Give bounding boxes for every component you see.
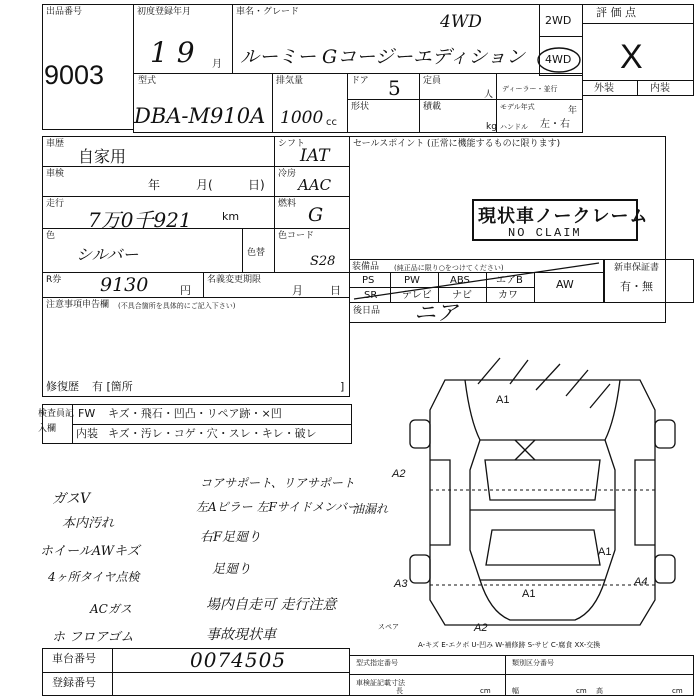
equip-aw: AW bbox=[556, 278, 574, 291]
inspector-label: 検査員記入欄 bbox=[38, 409, 75, 434]
caution-cell bbox=[42, 297, 350, 397]
note-tire: 4ヶ所タイヤ点検 bbox=[48, 570, 140, 584]
caution-note: (不具合箇所を具体的にご記入下さい) bbox=[118, 302, 236, 310]
equip-abs: ABS bbox=[450, 275, 470, 286]
repair-bracket-end: ] bbox=[340, 380, 345, 393]
title-month: 月 bbox=[292, 284, 303, 297]
selling-points-label: セールスポイント (正常に機能するものに限ります) bbox=[353, 139, 561, 149]
note-ac-gas: ACガス bbox=[90, 602, 132, 616]
opt-2wd: 2WD bbox=[545, 14, 572, 27]
equipment-label: 装備品 bbox=[352, 262, 380, 272]
load-unit: kg bbox=[486, 122, 497, 132]
format-label: 型式指定番号 bbox=[356, 659, 398, 667]
mark-a2-bottom: A2 bbox=[474, 622, 488, 634]
note-suspension: 足廻り bbox=[212, 562, 252, 577]
cm-unit-3: cm bbox=[672, 687, 683, 695]
model-label: 型式 bbox=[138, 76, 157, 86]
ac-label: 冷房 bbox=[278, 169, 297, 179]
color-label: 色 bbox=[46, 231, 56, 241]
interior-check-label: 内装 bbox=[76, 427, 98, 440]
inspection-day: 日) bbox=[248, 178, 265, 192]
spare-label: スペア bbox=[378, 623, 399, 631]
inspection-year: 年 bbox=[148, 178, 161, 192]
mileage-value: 7万0千921 bbox=[88, 208, 192, 232]
load-label: 積載 bbox=[423, 102, 442, 112]
note-core-support: コアサポート、リアサポート bbox=[200, 476, 355, 490]
note-suspension-rf: 右F足廻り bbox=[200, 530, 262, 545]
first-reg-label: 初度登録年月 bbox=[137, 7, 192, 17]
mark-a4: A4 bbox=[634, 576, 648, 588]
displacement-unit: cc bbox=[326, 117, 337, 128]
cm-unit-1: cm bbox=[480, 687, 491, 695]
mark-a3: A3 bbox=[394, 578, 408, 590]
new-manual-label: 新車保証書 bbox=[614, 263, 660, 273]
dims-label: 車検証記載寸法 bbox=[356, 679, 405, 687]
equip-navi: ナビ bbox=[452, 290, 472, 301]
shift-label: シフト bbox=[278, 139, 306, 149]
opt-4wd: 4WD bbox=[545, 53, 572, 66]
year-unit: 年 bbox=[568, 106, 578, 116]
name-value: ルーミー Gコージーエディション bbox=[240, 46, 525, 68]
stamp-en: NO CLAIM bbox=[508, 226, 582, 240]
recycle-label: R券 bbox=[46, 275, 62, 285]
equip-sr: SR bbox=[364, 290, 378, 301]
rear-seat-label: 後日品 bbox=[353, 306, 381, 316]
capacity-label: 定員 bbox=[423, 76, 442, 86]
first-reg-unit: 月 bbox=[212, 59, 222, 70]
repair-value: 有 [箇所 bbox=[92, 380, 133, 393]
length-label: 長 bbox=[396, 687, 403, 695]
car-diagram bbox=[400, 350, 700, 650]
drive-note: 4WD bbox=[440, 12, 482, 32]
note-interior-dirt: 本内汚れ bbox=[62, 516, 115, 531]
height-label: 高 bbox=[596, 687, 603, 695]
mileage-label: 走行 bbox=[46, 199, 65, 209]
equip-airbag: エアB bbox=[496, 275, 523, 286]
equip-tv: テレビ bbox=[402, 290, 432, 301]
title-day: 日 bbox=[330, 284, 341, 297]
class-label: 類別区分番号 bbox=[512, 659, 554, 667]
color-change-label: 色替 bbox=[247, 248, 266, 258]
interior-label: 内装 bbox=[650, 83, 670, 94]
rear-handwriting: ニア bbox=[414, 301, 459, 326]
doors-value: 5 bbox=[388, 76, 401, 100]
cm-unit-2: cm bbox=[576, 687, 587, 695]
reg-label: 登録番号 bbox=[52, 676, 96, 689]
model-year-label: モデル年式 bbox=[500, 103, 535, 111]
caution-label: 注意事項申告欄 bbox=[46, 300, 110, 310]
chassis-label: 車台番号 bbox=[52, 652, 96, 665]
damage-legend: A-キズ E-エクボ U-凹み W-補修跡 S-サビ C-腐食 XX-交換 bbox=[418, 641, 601, 649]
fuel-value: G bbox=[308, 204, 324, 226]
recycle-value: 9130 bbox=[100, 274, 149, 296]
ac-value: AAC bbox=[298, 176, 332, 194]
equipment-note: (純正品に限り○をつけてください) bbox=[394, 264, 504, 272]
note-wheel: ホイールAWキズ bbox=[40, 544, 140, 559]
doors-label: ドア bbox=[351, 76, 369, 86]
fw-items: キズ・飛石・凹凸・リペア跡・×凹 bbox=[108, 407, 282, 420]
inspection-month: 月( bbox=[196, 178, 213, 192]
capacity-unit: 人 bbox=[484, 90, 494, 100]
interior-items: キズ・汚レ・コゲ・穴・スレ・キレ・破レ bbox=[108, 427, 317, 440]
equipment-strike bbox=[349, 259, 605, 303]
equip-leather: カワ bbox=[498, 290, 518, 301]
fw-label: FW bbox=[78, 407, 96, 420]
equip-ps: PS bbox=[362, 275, 375, 286]
history-value: 自家用 bbox=[78, 147, 127, 166]
mark-a2-left: A2 bbox=[392, 468, 406, 480]
shape-label: 形状 bbox=[351, 102, 370, 112]
stamp-jp: 現状車ノークレーム bbox=[478, 206, 649, 227]
displacement-value: 1000 bbox=[280, 108, 324, 128]
inspection-label: 車検 bbox=[46, 169, 65, 179]
chassis-value: 0074505 bbox=[190, 648, 287, 672]
eval-label: 評 価 点 bbox=[596, 6, 636, 19]
fuel-label: 燃料 bbox=[278, 199, 297, 209]
mark-a1-rear: A1 bbox=[522, 588, 536, 600]
equip-pw: PW bbox=[404, 275, 420, 286]
dealer-label: ディーラー・並行 bbox=[502, 85, 558, 93]
note-pillar: 左Aピラー 左Fサイドメンバー bbox=[196, 500, 360, 514]
handle-value: 左・右 bbox=[540, 119, 570, 130]
handle-label: ハンドル bbox=[500, 123, 528, 131]
mileage-unit: km bbox=[222, 210, 240, 223]
note-floor: ホ フロアゴム bbox=[52, 630, 134, 645]
color-value: シルバー bbox=[76, 245, 139, 264]
exterior-label: 外装 bbox=[594, 83, 614, 94]
selling-points-cell bbox=[349, 136, 666, 260]
displacement-label: 排気量 bbox=[276, 76, 304, 86]
lot-label: 出品番号 bbox=[46, 7, 83, 17]
recycle-unit: 円 bbox=[180, 284, 191, 297]
color-code-value: S28 bbox=[310, 254, 336, 269]
color-code-label: 色コード bbox=[278, 231, 315, 241]
name-label: 車名・グレード bbox=[236, 7, 300, 17]
mark-a1-top: A1 bbox=[496, 394, 510, 406]
width-label: 幅 bbox=[512, 687, 519, 695]
note-accident: 事故現状車 bbox=[206, 627, 276, 643]
new-manual-value: 有・無 bbox=[620, 280, 653, 293]
mark-a1-right: A1 bbox=[598, 546, 612, 558]
title-deadline-label: 名義変更期限 bbox=[207, 275, 262, 285]
drive-circle bbox=[535, 42, 585, 76]
repair-label: 修復歴 bbox=[46, 380, 79, 393]
note-gas: ガスV bbox=[52, 491, 91, 507]
model-value: DBA-M910A bbox=[134, 104, 266, 128]
history-label: 車歴 bbox=[46, 139, 65, 149]
note-oil-leak: 油漏れ bbox=[352, 502, 389, 516]
eval-mark: X bbox=[620, 38, 643, 76]
first-reg-value: 1 9 bbox=[150, 36, 195, 69]
shift-value: IAT bbox=[300, 146, 330, 166]
lot-number: 9003 bbox=[44, 60, 105, 90]
note-self-drive: 場内自走可 走行注意 bbox=[206, 597, 337, 613]
